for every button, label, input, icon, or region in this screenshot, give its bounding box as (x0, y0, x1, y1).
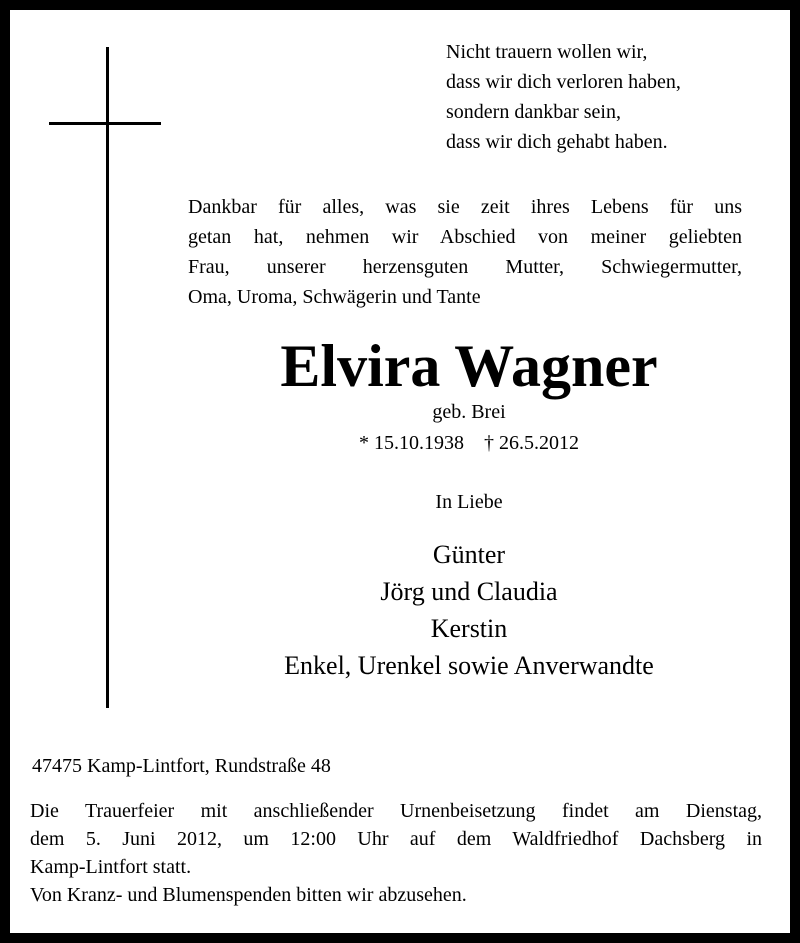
mourner: Jörg und Claudia (380, 577, 558, 606)
service-details (30, 797, 762, 909)
death-date: † 26.5.2012 (484, 432, 579, 454)
life-dates (188, 429, 750, 457)
poem-line: dass wir dich gehabt haben. (446, 131, 668, 153)
mourner: Enkel, Urenkel sowie Anverwandte (284, 651, 654, 680)
poem-line: sondern dankbar sein, (446, 101, 621, 123)
address: 47475 Kamp-Lintfort, Rundstraße 48 (32, 755, 331, 777)
mourner: Kerstin (430, 614, 508, 643)
poem-line: Nicht trauern wollen wir, (446, 41, 648, 63)
birth-name: geb. Brei (432, 401, 506, 423)
intro-line: Oma, Uroma, Schwägerin und Tante (188, 286, 481, 308)
closing-phrase: In Liebe (435, 491, 503, 513)
service-line: Von Kranz- und Blumenspenden bitten wir abzusehen. (30, 884, 467, 906)
intro-paragraph (188, 192, 742, 312)
birth-date: * 15.10.1938 (359, 432, 464, 454)
poem (446, 37, 776, 157)
cross-vertical-bar (106, 47, 109, 708)
cross-horizontal-bar (49, 122, 161, 125)
intro-line: Dankbar für alles, was sie zeit ihres Lebens für uns (188, 196, 742, 218)
intro-line: getan hat, nehmen wir Abschied von meiner geliebten (188, 226, 742, 248)
service-line: Die Trauerfeier mit anschließender Urnenbeisetzung findet am Dienstag, (30, 800, 762, 822)
mourners-list (188, 536, 750, 684)
deceased-name: Elvira Wagner (280, 333, 658, 399)
poem-line: dass wir dich verloren haben, (446, 71, 681, 93)
service-line: Kamp-Lintfort statt. (30, 856, 192, 878)
service-line: dem 5. Juni 2012, um 12:00 Uhr auf dem Waldfriedhof Dachsberg in (30, 828, 762, 850)
mourner: Günter (432, 540, 506, 569)
intro-line: Frau, unserer herzensguten Mutter, Schwiegermutter, (188, 256, 742, 278)
obituary-notice (10, 10, 790, 933)
